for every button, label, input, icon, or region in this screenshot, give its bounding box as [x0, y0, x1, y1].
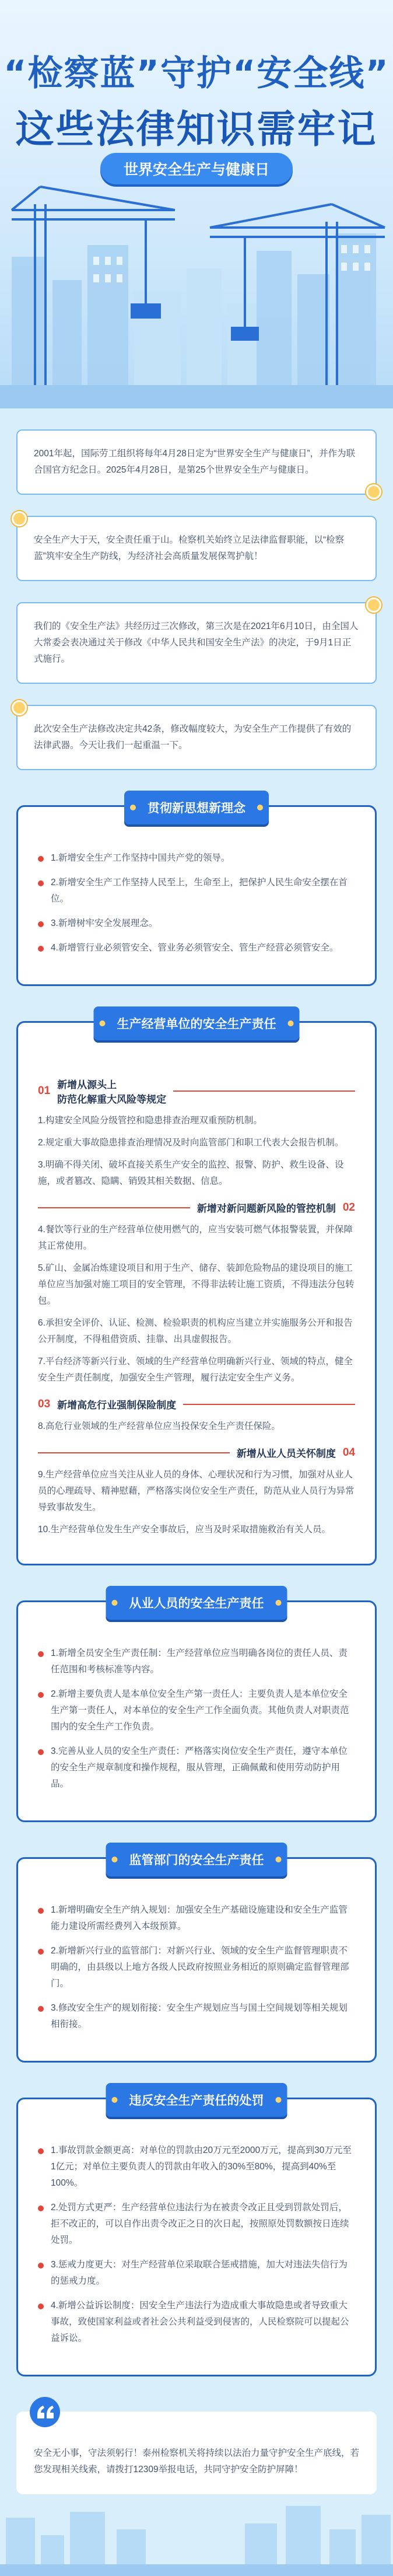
section-title: 贯彻新思想新理念: [124, 791, 269, 824]
list-item: 6.承担安全评价、认证、检测、检验职责的机构应当建立并实施服务公开和报告公开制度，不得租借资质、挂靠、出具虚假报告。: [38, 1318, 353, 1344]
list-item: 1.新增安全生产工作坚持中国共产党的领导。: [38, 850, 355, 866]
crane-load-right: [231, 327, 259, 341]
hero-ribbon: 世界安全生产与健康日: [100, 153, 293, 184]
list-item: 1.新增明确安全生产纳入规划：加强安全生产基础设施建设和安全生产监管能力建设所需经费列入本级预算。: [38, 1902, 355, 1935]
bottom-skyline-illustration: [0, 2494, 393, 2576]
crane-load-left: [131, 303, 161, 319]
corner-dot-icon: [366, 484, 381, 499]
closing-text: 安全无小事，守法须躬行！泰州检察机关将持续以法治力量守护安全生产底线，若您发现相关线索，请拨打12309举报电话，共同守护安全防护屏障！: [34, 2448, 360, 2474]
list-item: 5.矿山、金属冶炼建设项目和用于生产、储存、装卸危险物品的建设项目的施工单位应当加强对施工项目的安全管理，不得非法转让施工资质，不得违法分包转包。: [38, 1263, 355, 1306]
list-item: 3.新增树牢安全发展理念。: [38, 915, 355, 932]
intro-card-3: [16, 602, 377, 684]
list-item: 1.新增全员安全生产责任制：生产经营单位应当明确各岗位的责任人员、责任范围和考核标准等内容。: [38, 1645, 355, 1678]
sub-heading-04: 新增从业人员关怀制度 04: [38, 1445, 355, 1460]
intro-card-1: [16, 429, 377, 495]
section-regulator-responsibility: [16, 1854, 377, 2063]
list-item: 4.餐饮等行业的生产经营单位使用燃气的，应当安装可燃气体报警装置，并保障其正常使用。: [38, 1225, 353, 1251]
list-item: 2.新增安全生产工作坚持人民至上，生命至上，把保护人民生命安全摆在首位。: [38, 875, 355, 907]
list-item: 4.新增管行业必须管安全、管业务必须管安全、管生产经营必须管安全。: [38, 940, 355, 956]
list-item: 3.惩戒力度更大：对生产经营单位采取联合惩戒措施，加大对违法失信行为的惩戒力度。: [38, 2257, 355, 2290]
list-item: 1.构建安全风险分级管控和隐患排查治理双重预防机制。: [38, 1116, 262, 1126]
list-item: 1.事故罚款金额更高：对单位的罚款由20万元至2000万元，提高到30万元至1亿元；对单位主要负责人的罚款由年收入的30%至80%，提高到40%至100%。: [38, 2142, 355, 2191]
corner-dot-icon: [12, 700, 27, 715]
list-item: 3.完善从业人员的安全生产责任：严格落实岗位安全生产责任，遵守本单位的安全生产规章制度和操作规程，服从管理，正确佩戴和使用劳动防护用品。: [38, 1743, 355, 1792]
section-title: 从业人员的安全生产责任: [106, 1586, 287, 1620]
section-enterprise-responsibility: [16, 1018, 377, 1565]
intro-card-text: 此次安全生产法修改决定共42条，修改幅度较大，为安全生产工作提供了有效的法律武器。今天让我们一起重温一下。: [34, 724, 352, 750]
sub-heading-02: 新增对新问题新风险的管控机制 02: [38, 1200, 355, 1215]
list-item: 2.新增新兴行业的监管部门：对新兴行业、领域的安全生产监督管理职责不明确的，由县级以上地方各级人民政府按照业务相近的原则确定监督管理部门。: [38, 1943, 355, 1992]
hero-title-line1: “检察蓝”守护“安全线”: [3, 53, 390, 94]
closing-card: [16, 2411, 377, 2494]
hero-banner: [0, 0, 393, 408]
section-title: 违反安全生产责任的处罚: [106, 2083, 287, 2117]
intro-card-text: 2001年起，国际劳工组织将每年4月28日定为“世界安全生产与健康日”，并作为联合国官方纪念日。2025年4月28日，是第25个世界安全生产与健康日。: [34, 449, 356, 475]
intro-card-text: 安全生产大于天，安全责任重于山。检察机关始终立足法律监督职能，以“检察蓝”筑牢安全生产防线，为经济社会高质量发展保驾护航！: [34, 535, 345, 561]
hero-title-line2: 这些法律知识需牢记: [15, 107, 378, 152]
section-title: 生产经营单位的安全生产责任: [94, 1006, 300, 1040]
section-employee-responsibility: [16, 1597, 377, 1822]
quote-mark-icon: [29, 2396, 61, 2428]
intro-card-4: [16, 705, 377, 770]
sub-heading-01: 01 新增从源头上 防范化解重大风险等规定: [38, 1076, 355, 1106]
list-item: 7.平台经济等新兴行业、领域的生产经营单位明确新兴行业、领域的特点，健全安全生产责任制度，加强安全生产管理，履行法定安全生产义务。: [38, 1357, 353, 1383]
sub-heading-03: 03 新增高危行业强制保险制度: [38, 1397, 355, 1411]
corner-dot-icon: [12, 511, 27, 526]
section-new-ideas: [16, 802, 377, 986]
list-item: 9.生产经营单位应当关注从业人员的身体、心理状况和行为习惯，加强对从业人员的心理疏导、精神慰藉，严格落实岗位安全生产责任，防范从业人员行为异常导致事故发生。: [38, 1470, 355, 1512]
list-item: 3.修改安全生产的规划衔接：安全生产规划应当与国土空间规划等相关规划相衔接。: [38, 2000, 355, 2033]
list-item: 4.新增公益诉讼制度：因安全生产违法行为造成重大事故隐患或者导致重大事故，致使国家利益或者社会公共利益受到侵害的，人民检察院可以提起公益诉讼。: [38, 2298, 355, 2347]
list-item: 10.生产经营单位发生生产安全事故后，应当及时采取措施救治有关人员。: [38, 1525, 331, 1535]
corner-dot-icon: [366, 597, 381, 613]
intro-card-2: [16, 516, 377, 581]
list-item: 3.明确不得关闭、破坏直接关系生产安全的监控、报警、防护、救生设备、设施，或者篡改、隐瞒、销毁其相关数据、信息。: [38, 1160, 344, 1186]
intro-card-text: 我们的《安全生产法》共经历过三次修改，第三次是在2021年6月10日，由全国人大常委会表决通过关于修改《中华人民共和国安全生产法》的决定，于9月1日正式施行。: [34, 621, 359, 664]
list-item: 2.规定重大事故隐患排查治理情况及时向监管部门和职工代表大会报告机制。: [38, 1138, 344, 1148]
list-item: 2.处罚方式更严：生产经营单位违法行为在被责令改正且受到罚款处罚后，拒不改正的，可以自作出责令改正之日的次日起，按照原处罚数额按日连续处罚。: [38, 2200, 355, 2249]
list-item: 8.高危行业领域的生产经营单位应当投保安全生产责任保险。: [38, 1421, 280, 1431]
section-penalties: [16, 2094, 377, 2376]
list-item: 2.新增主要负责人是本单位安全生产第一责任人：主要负责人是本单位安全生产第一责任人，对本单位的安全生产工作全面负责。其他负责人对职责范围内的安全生产工作负责。: [38, 1686, 355, 1735]
section-title: 监管部门的安全生产责任: [106, 1843, 287, 1876]
